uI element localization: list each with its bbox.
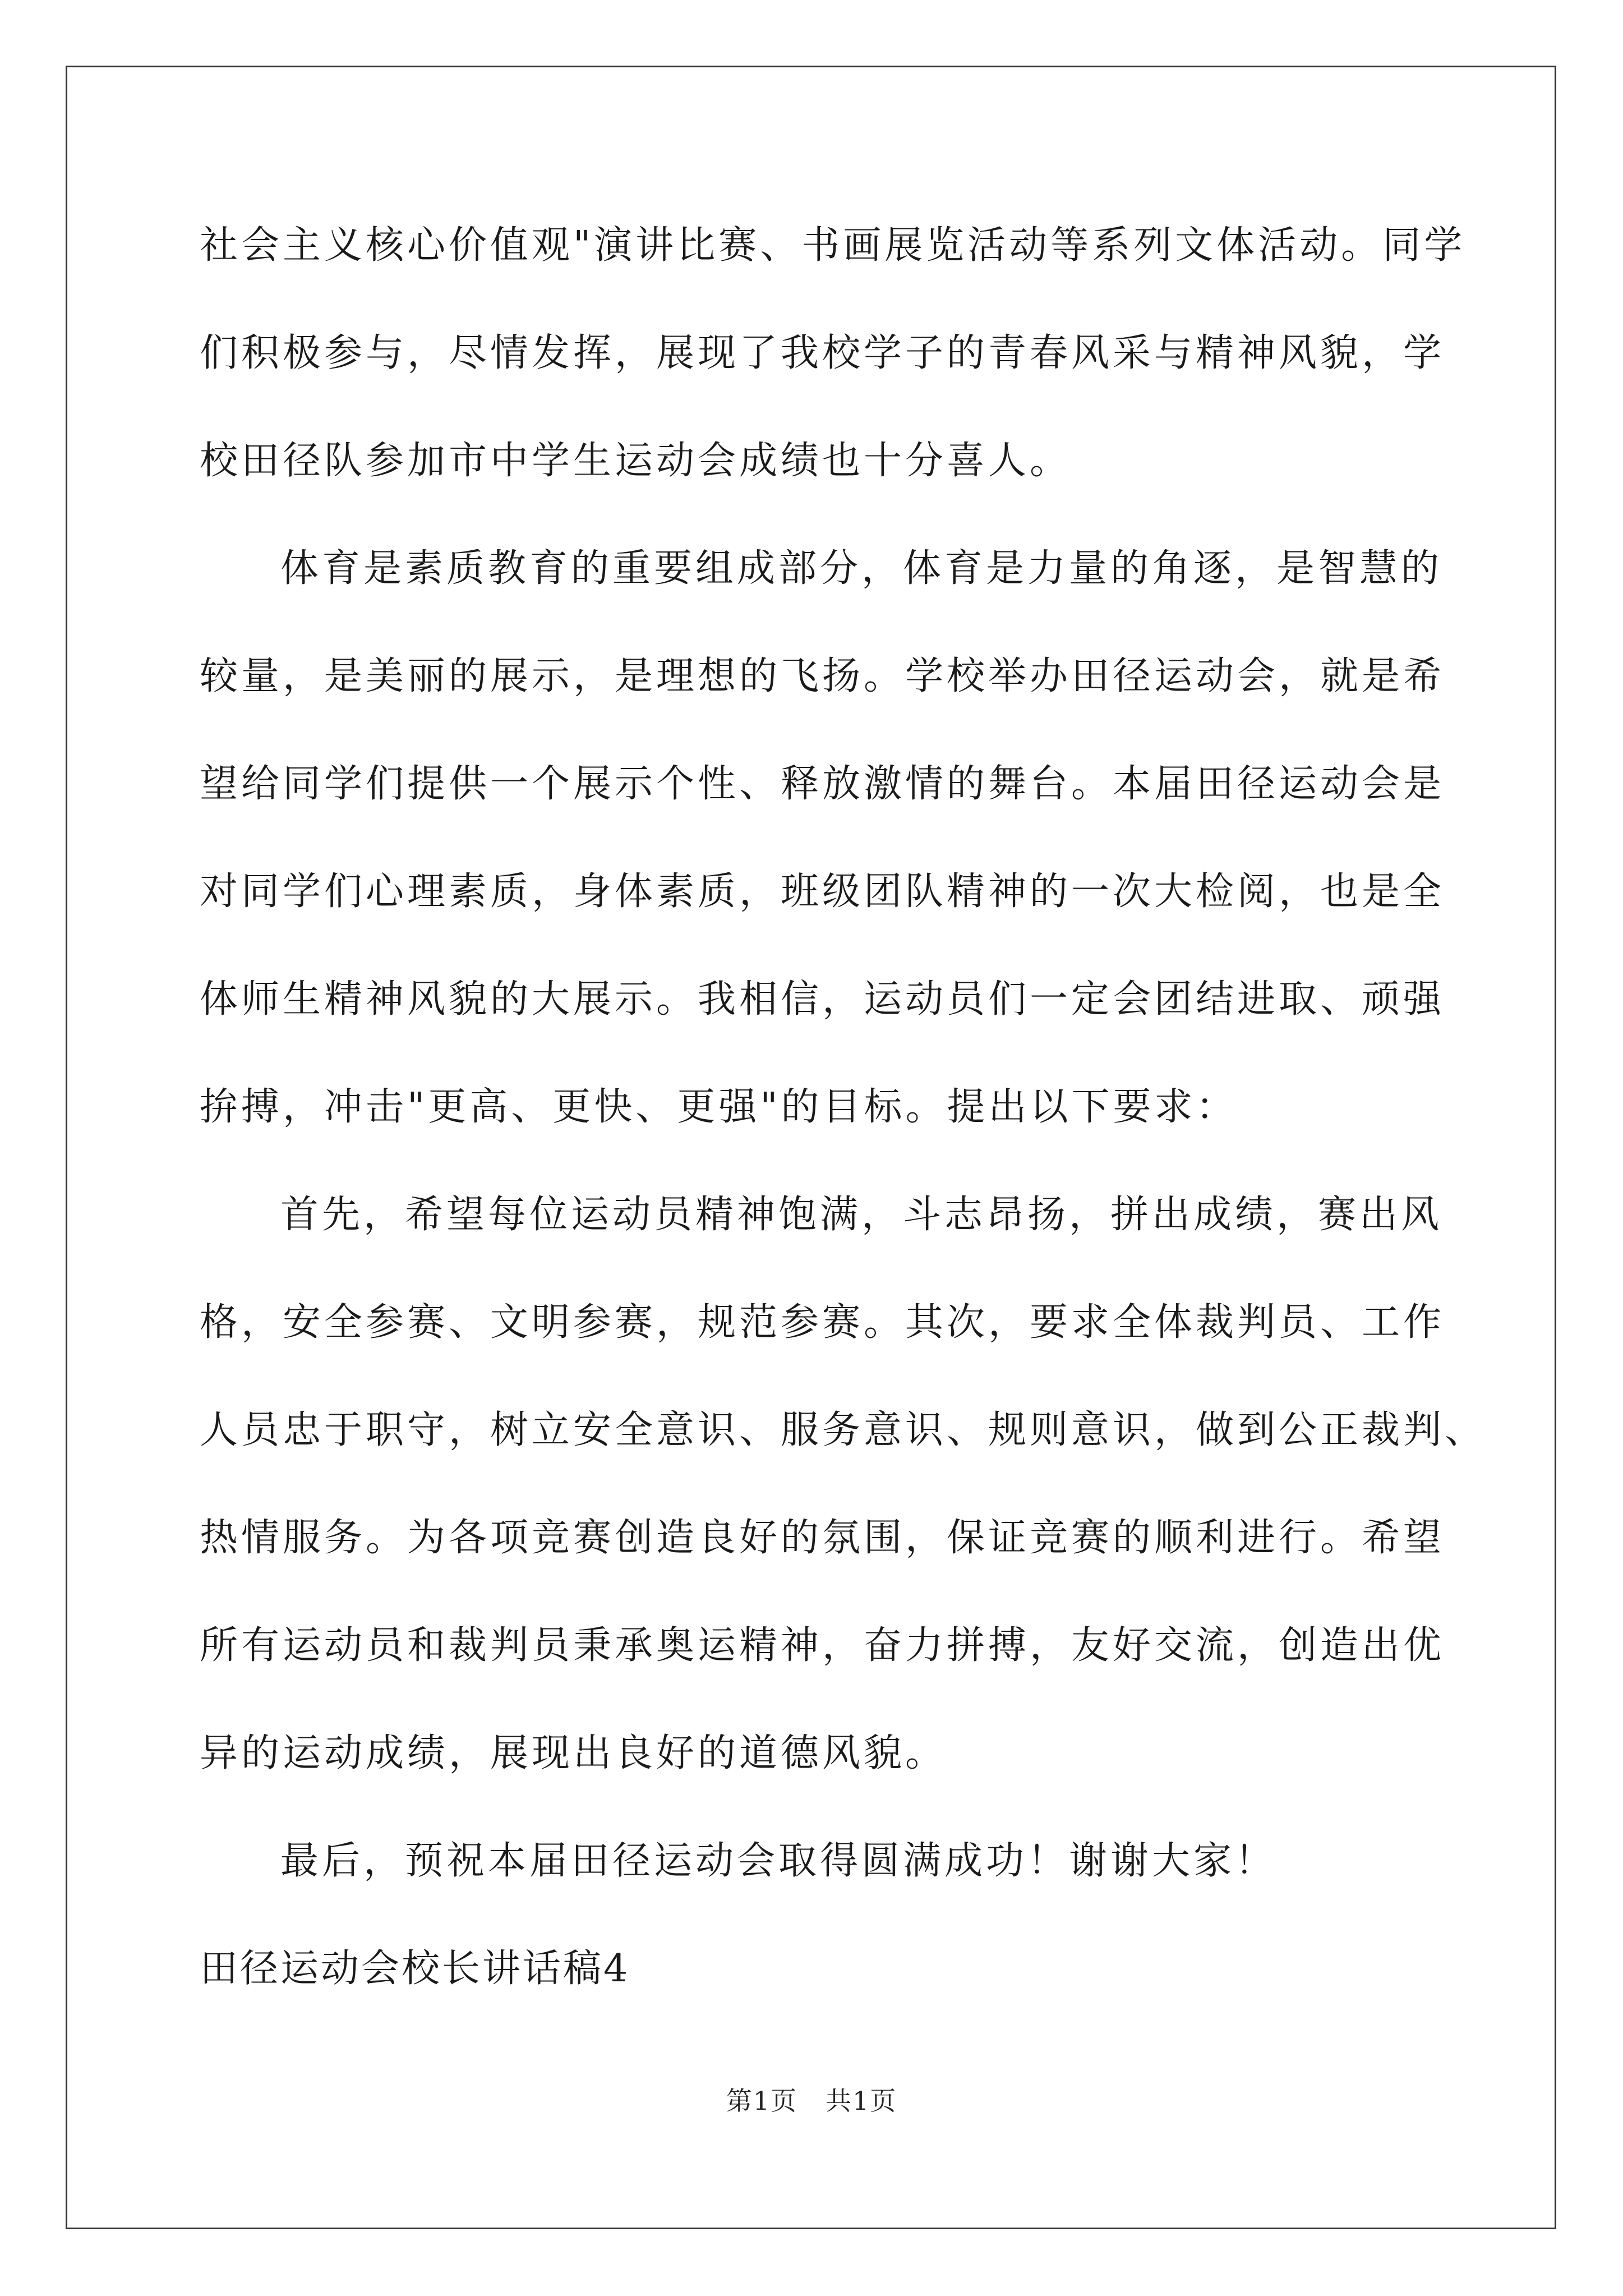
text-line: 们积极参与，尽情发挥，展现了我校学子的青春风采与精神风貌，学 — [200, 331, 1445, 375]
text-line: 首先，希望每位运动员精神饱满，斗志昂扬，拼出成绩，赛出风 — [280, 1193, 1443, 1237]
text-line: 格，安全参赛、文明参赛，规范参赛。其次，要求全体裁判员、工作 — [200, 1300, 1445, 1345]
text-line: 人员忠于职守，树立安全意识、服务意识、规则意识，做到公正裁判、 — [200, 1408, 1487, 1452]
text-line: 社会主义核心价值观"演讲比赛、书画展览活动等系列文体活动。同学 — [200, 223, 1466, 268]
text-line: 校田径队参加市中学生运动会成绩也十分喜人。 — [200, 439, 1072, 483]
text-line: 对同学们心理素质，身体素质，班级团队精神的一次大检阅，也是全 — [200, 869, 1445, 914]
page-number: 第1页 — [726, 2086, 797, 2116]
text-line: 体师生精神风貌的大展示。我相信，运动员们一定会团结进取、顽强 — [200, 977, 1445, 1022]
page-footer — [0, 2084, 1623, 2118]
text-line: 最后，预祝本届田径运动会取得圆满成功！谢谢大家！ — [280, 1839, 1277, 1883]
text-line: 异的运动成绩，展现出良好的道德风貌。 — [200, 1731, 947, 1775]
text-line: 热情服务。为各项竞赛创造良好的氛围，保证竞赛的顺利进行。希望 — [200, 1516, 1445, 1560]
text-line: 所有运动员和裁判员秉承奥运精神，奋力拼搏，友好交流，创造出优 — [200, 1623, 1445, 1668]
section-heading: 田径运动会校长讲话稿4 — [200, 1947, 630, 1991]
text-line: 拚搏，冲击"更高、更快、更强"的目标。提出以下要求： — [200, 1085, 1238, 1129]
text-line: 较量，是美丽的展示，是理想的飞扬。学校举办田径运动会，就是希 — [200, 654, 1445, 698]
text-line: 望给同学们提供一个展示个性、释放激情的舞台。本届田径运动会是 — [200, 762, 1445, 806]
page-border — [66, 66, 1556, 2229]
text-line: 体育是素质教育的重要组成部分，体育是力量的角逐，是智慧的 — [280, 546, 1443, 591]
page-total: 共1页 — [826, 2086, 897, 2116]
